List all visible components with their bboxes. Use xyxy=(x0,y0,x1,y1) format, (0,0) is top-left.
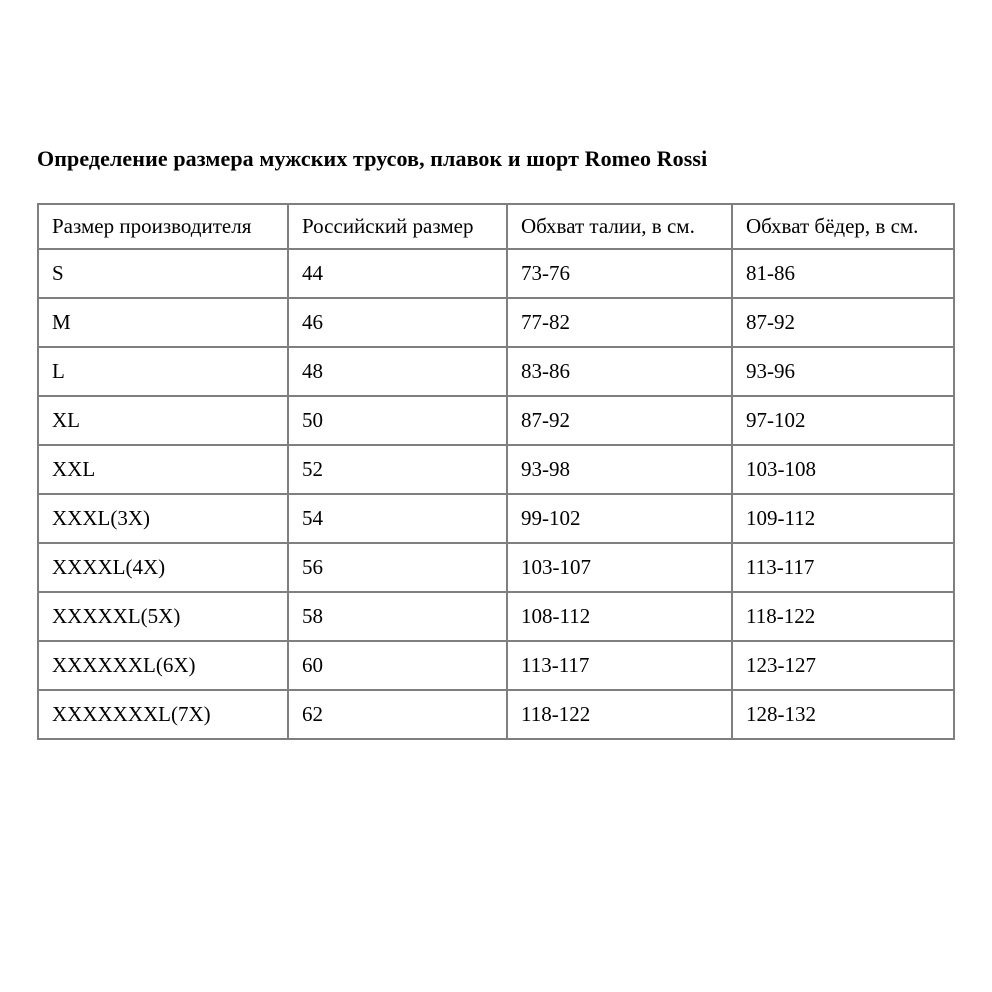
header-row xyxy=(38,204,954,249)
russian-size-cell: 44 xyxy=(288,249,507,298)
russian-size-cell: 52 xyxy=(288,445,507,494)
hips-cell: 87-92 xyxy=(732,298,954,347)
russian-size-cell: 54 xyxy=(288,494,507,543)
table-row xyxy=(38,592,954,641)
manufacturer-size-cell: XXL xyxy=(38,445,288,494)
hips-cell: 118-122 xyxy=(732,592,954,641)
table-row xyxy=(38,298,954,347)
table-row xyxy=(38,445,954,494)
hips-cell: 103-108 xyxy=(732,445,954,494)
col-header-russian-size: Российский размер xyxy=(288,204,507,249)
waist-cell: 77-82 xyxy=(507,298,732,347)
table-row xyxy=(38,690,954,739)
russian-size-cell: 62 xyxy=(288,690,507,739)
manufacturer-size-cell: XXXXL(4X) xyxy=(38,543,288,592)
manufacturer-size-cell: XL xyxy=(38,396,288,445)
waist-cell: 99-102 xyxy=(507,494,732,543)
manufacturer-size-cell: M xyxy=(38,298,288,347)
waist-cell: 103-107 xyxy=(507,543,732,592)
waist-cell: 73-76 xyxy=(507,249,732,298)
col-header-hips: Обхват бёдер, в см. xyxy=(732,204,954,249)
manufacturer-size-cell: XXXXXXL(6X) xyxy=(38,641,288,690)
hips-cell: 97-102 xyxy=(732,396,954,445)
russian-size-cell: 50 xyxy=(288,396,507,445)
manufacturer-size-cell: L xyxy=(38,347,288,396)
hips-cell: 128-132 xyxy=(732,690,954,739)
hips-cell: 109-112 xyxy=(732,494,954,543)
russian-size-cell: 60 xyxy=(288,641,507,690)
waist-cell: 108-112 xyxy=(507,592,732,641)
russian-size-cell: 56 xyxy=(288,543,507,592)
table-row xyxy=(38,543,954,592)
waist-cell: 87-92 xyxy=(507,396,732,445)
manufacturer-size-cell: XXXXXL(5X) xyxy=(38,592,288,641)
table-row xyxy=(38,347,954,396)
hips-cell: 81-86 xyxy=(732,249,954,298)
waist-cell: 83-86 xyxy=(507,347,732,396)
table-row xyxy=(38,249,954,298)
size-chart-table xyxy=(37,203,955,740)
waist-cell: 93-98 xyxy=(507,445,732,494)
hips-cell: 113-117 xyxy=(732,543,954,592)
table-row xyxy=(38,641,954,690)
russian-size-cell: 46 xyxy=(288,298,507,347)
russian-size-cell: 58 xyxy=(288,592,507,641)
hips-cell: 93-96 xyxy=(732,347,954,396)
table-row xyxy=(38,494,954,543)
waist-cell: 118-122 xyxy=(507,690,732,739)
manufacturer-size-cell: XXXXXXXL(7X) xyxy=(38,690,288,739)
manufacturer-size-cell: S xyxy=(38,249,288,298)
table-row xyxy=(38,396,954,445)
waist-cell: 113-117 xyxy=(507,641,732,690)
col-header-waist: Обхват талии, в см. xyxy=(507,204,732,249)
page-title: Определение размера мужских трусов, плавок и шорт Romeo Rossi xyxy=(37,146,708,171)
col-header-manufacturer-size: Размер производителя xyxy=(38,204,288,249)
manufacturer-size-cell: XXXL(3X) xyxy=(38,494,288,543)
hips-cell: 123-127 xyxy=(732,641,954,690)
russian-size-cell: 48 xyxy=(288,347,507,396)
